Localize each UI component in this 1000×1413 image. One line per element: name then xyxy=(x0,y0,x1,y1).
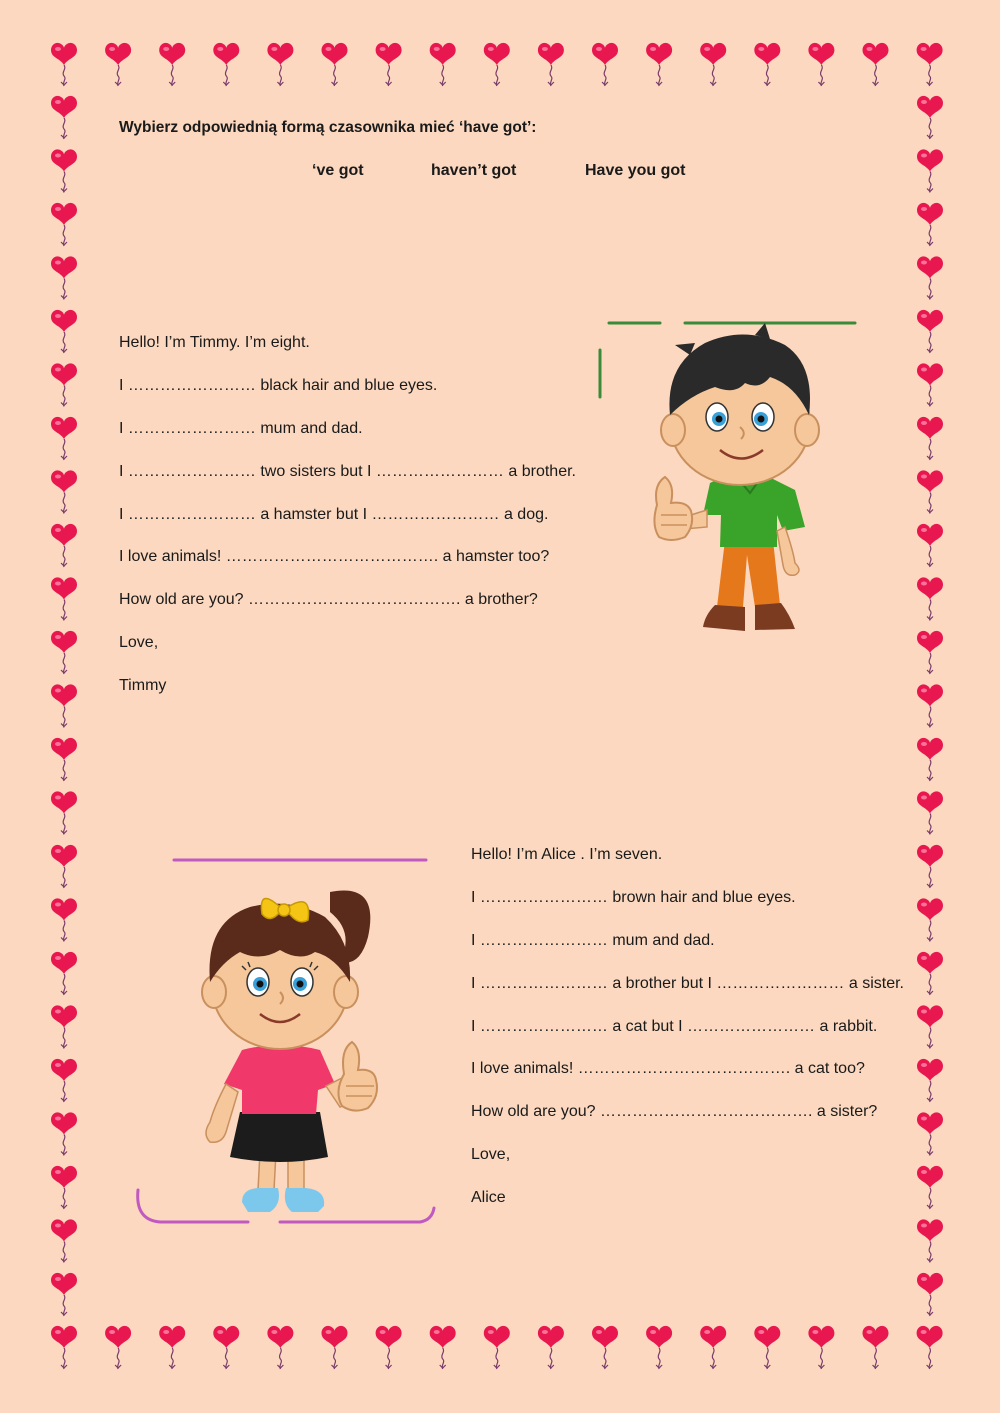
heart-balloon-icon xyxy=(592,43,618,86)
heart-balloon-icon xyxy=(213,43,239,86)
boy-thumbs-up-illustration xyxy=(595,315,865,645)
heart-balloon-icon xyxy=(51,149,77,192)
heart-balloon-icon xyxy=(51,952,77,995)
heart-balloon-icon xyxy=(917,1166,943,1209)
alice-line-siblings: I …………………… a brother but I …………………… a sister. xyxy=(471,975,904,992)
alice-line-signature: Alice xyxy=(471,1189,506,1206)
heart-balloon-icon xyxy=(267,43,293,86)
heart-balloon-icon xyxy=(51,256,77,299)
heart-balloon-icon xyxy=(213,1326,239,1369)
timmy-line-pets: I …………………… a hamster but I …………………… a dog. xyxy=(119,506,549,523)
heart-balloon-icon xyxy=(646,43,672,86)
option-ve-got: ‘ve got xyxy=(312,162,364,179)
heart-balloon-icon xyxy=(917,952,943,995)
heart-balloon-icon xyxy=(917,577,943,620)
heart-balloon-icon xyxy=(863,1326,889,1369)
heart-balloon-icon xyxy=(51,684,77,727)
heart-balloon-icon xyxy=(917,256,943,299)
timmy-line-question-brother: How old are you? …………………………………. a brother? xyxy=(119,591,538,608)
heart-balloon-icon xyxy=(808,1326,834,1369)
heart-balloon-icon xyxy=(917,96,943,139)
heart-balloon-icon xyxy=(917,791,943,834)
timmy-line-siblings: I …………………… two sisters but I …………………… a brother. xyxy=(119,463,576,480)
heart-balloon-icon xyxy=(51,1326,77,1369)
heart-balloon-icon xyxy=(51,738,77,781)
heart-balloon-icon xyxy=(917,684,943,727)
heart-balloon-icon xyxy=(917,363,943,406)
heart-balloon-icon xyxy=(376,43,402,86)
alice-line-hair: I …………………… brown hair and blue eyes. xyxy=(471,889,796,906)
heart-balloon-icon xyxy=(538,1326,564,1369)
heart-balloon-icon xyxy=(700,43,726,86)
option-have-you-got: Have you got xyxy=(585,162,686,179)
heart-balloon-icon xyxy=(484,43,510,86)
heart-balloon-icon xyxy=(754,1326,780,1369)
heart-balloon-icon xyxy=(592,1326,618,1369)
heart-balloon-icon xyxy=(51,524,77,567)
heart-balloon-icon xyxy=(917,631,943,674)
heart-balloon-icon xyxy=(322,1326,348,1369)
heart-balloon-icon xyxy=(917,1112,943,1155)
heart-balloon-icon xyxy=(51,1059,77,1102)
heart-balloon-icon xyxy=(808,43,834,86)
heart-balloon-icon xyxy=(863,43,889,86)
heart-balloon-icon xyxy=(700,1326,726,1369)
heart-balloon-icon xyxy=(917,738,943,781)
alice-line-question-sister: How old are you? …………………………………. a sister? xyxy=(471,1103,878,1120)
heart-balloon-icon xyxy=(430,1326,456,1369)
alice-line-parents: I …………………… mum and dad. xyxy=(471,932,715,949)
heart-balloon-icon xyxy=(51,898,77,941)
timmy-line-greeting: Hello! I’m Timmy. I’m eight. xyxy=(119,334,310,351)
heart-balloon-icon xyxy=(51,96,77,139)
heart-balloon-icon xyxy=(917,149,943,192)
heart-balloon-icon xyxy=(917,1273,943,1316)
heart-balloon-icon xyxy=(917,203,943,246)
timmy-line-parents: I …………………… mum and dad. xyxy=(119,420,363,437)
heart-balloon-icon xyxy=(322,43,348,86)
alice-line-greeting: Hello! I’m Alice . I’m seven. xyxy=(471,846,663,863)
heart-balloon-icon xyxy=(159,1326,185,1369)
heart-balloon-icon xyxy=(105,1326,131,1369)
heart-balloon-icon xyxy=(51,363,77,406)
heart-balloon-icon xyxy=(754,43,780,86)
heart-balloon-icon xyxy=(51,43,77,86)
heart-balloon-icon xyxy=(917,417,943,460)
heart-balloon-icon xyxy=(51,1273,77,1316)
heart-balloon-icon xyxy=(430,43,456,86)
heart-balloon-icon xyxy=(159,43,185,86)
heart-balloon-icon xyxy=(917,1219,943,1262)
heart-balloon-icon xyxy=(51,631,77,674)
heart-balloon-icon xyxy=(267,1326,293,1369)
heart-balloon-icon xyxy=(51,1112,77,1155)
heart-balloon-icon xyxy=(917,1326,943,1369)
heart-balloon-icon xyxy=(51,1005,77,1048)
alice-line-question-pet: I love animals! …………………………………. a cat too? xyxy=(471,1060,865,1077)
timmy-line-question-pet: I love animals! …………………………………. a hamster too? xyxy=(119,548,550,565)
heart-balloon-icon xyxy=(917,845,943,888)
heart-balloon-icon xyxy=(51,203,77,246)
timmy-line-signature: Timmy xyxy=(119,677,167,694)
heart-balloon-icon xyxy=(51,577,77,620)
heart-balloon-icon xyxy=(538,43,564,86)
timmy-line-closing: Love, xyxy=(119,634,159,651)
heart-balloon-icon xyxy=(51,791,77,834)
heart-balloon-icon xyxy=(646,1326,672,1369)
timmy-line-hair: I …………………… black hair and blue eyes. xyxy=(119,377,438,394)
heart-balloon-icon xyxy=(917,470,943,513)
heart-balloon-icon xyxy=(917,43,943,86)
heart-balloon-icon xyxy=(917,898,943,941)
heart-balloon-icon xyxy=(51,1166,77,1209)
heart-balloon-icon xyxy=(917,1059,943,1102)
alice-line-pets: I …………………… a cat but I …………………… a rabbit. xyxy=(471,1018,878,1035)
heart-balloon-icon xyxy=(917,310,943,353)
heart-balloon-icon xyxy=(917,1005,943,1048)
option-havent-got: haven’t got xyxy=(431,162,517,179)
heart-balloon-icon xyxy=(376,1326,402,1369)
girl-thumbs-up-illustration xyxy=(130,852,450,1232)
heart-balloon-icon xyxy=(51,470,77,513)
heart-balloon-icon xyxy=(51,417,77,460)
heart-balloon-icon xyxy=(105,43,131,86)
worksheet-title: Wybierz odpowiednią formą czasownika mieć ‘have got’: xyxy=(119,119,537,136)
heart-balloon-icon xyxy=(51,1219,77,1262)
alice-line-closing: Love, xyxy=(471,1146,511,1163)
heart-balloon-icon xyxy=(484,1326,510,1369)
heart-balloon-icon xyxy=(51,310,77,353)
heart-balloon-icon xyxy=(917,524,943,567)
heart-balloon-icon xyxy=(51,845,77,888)
